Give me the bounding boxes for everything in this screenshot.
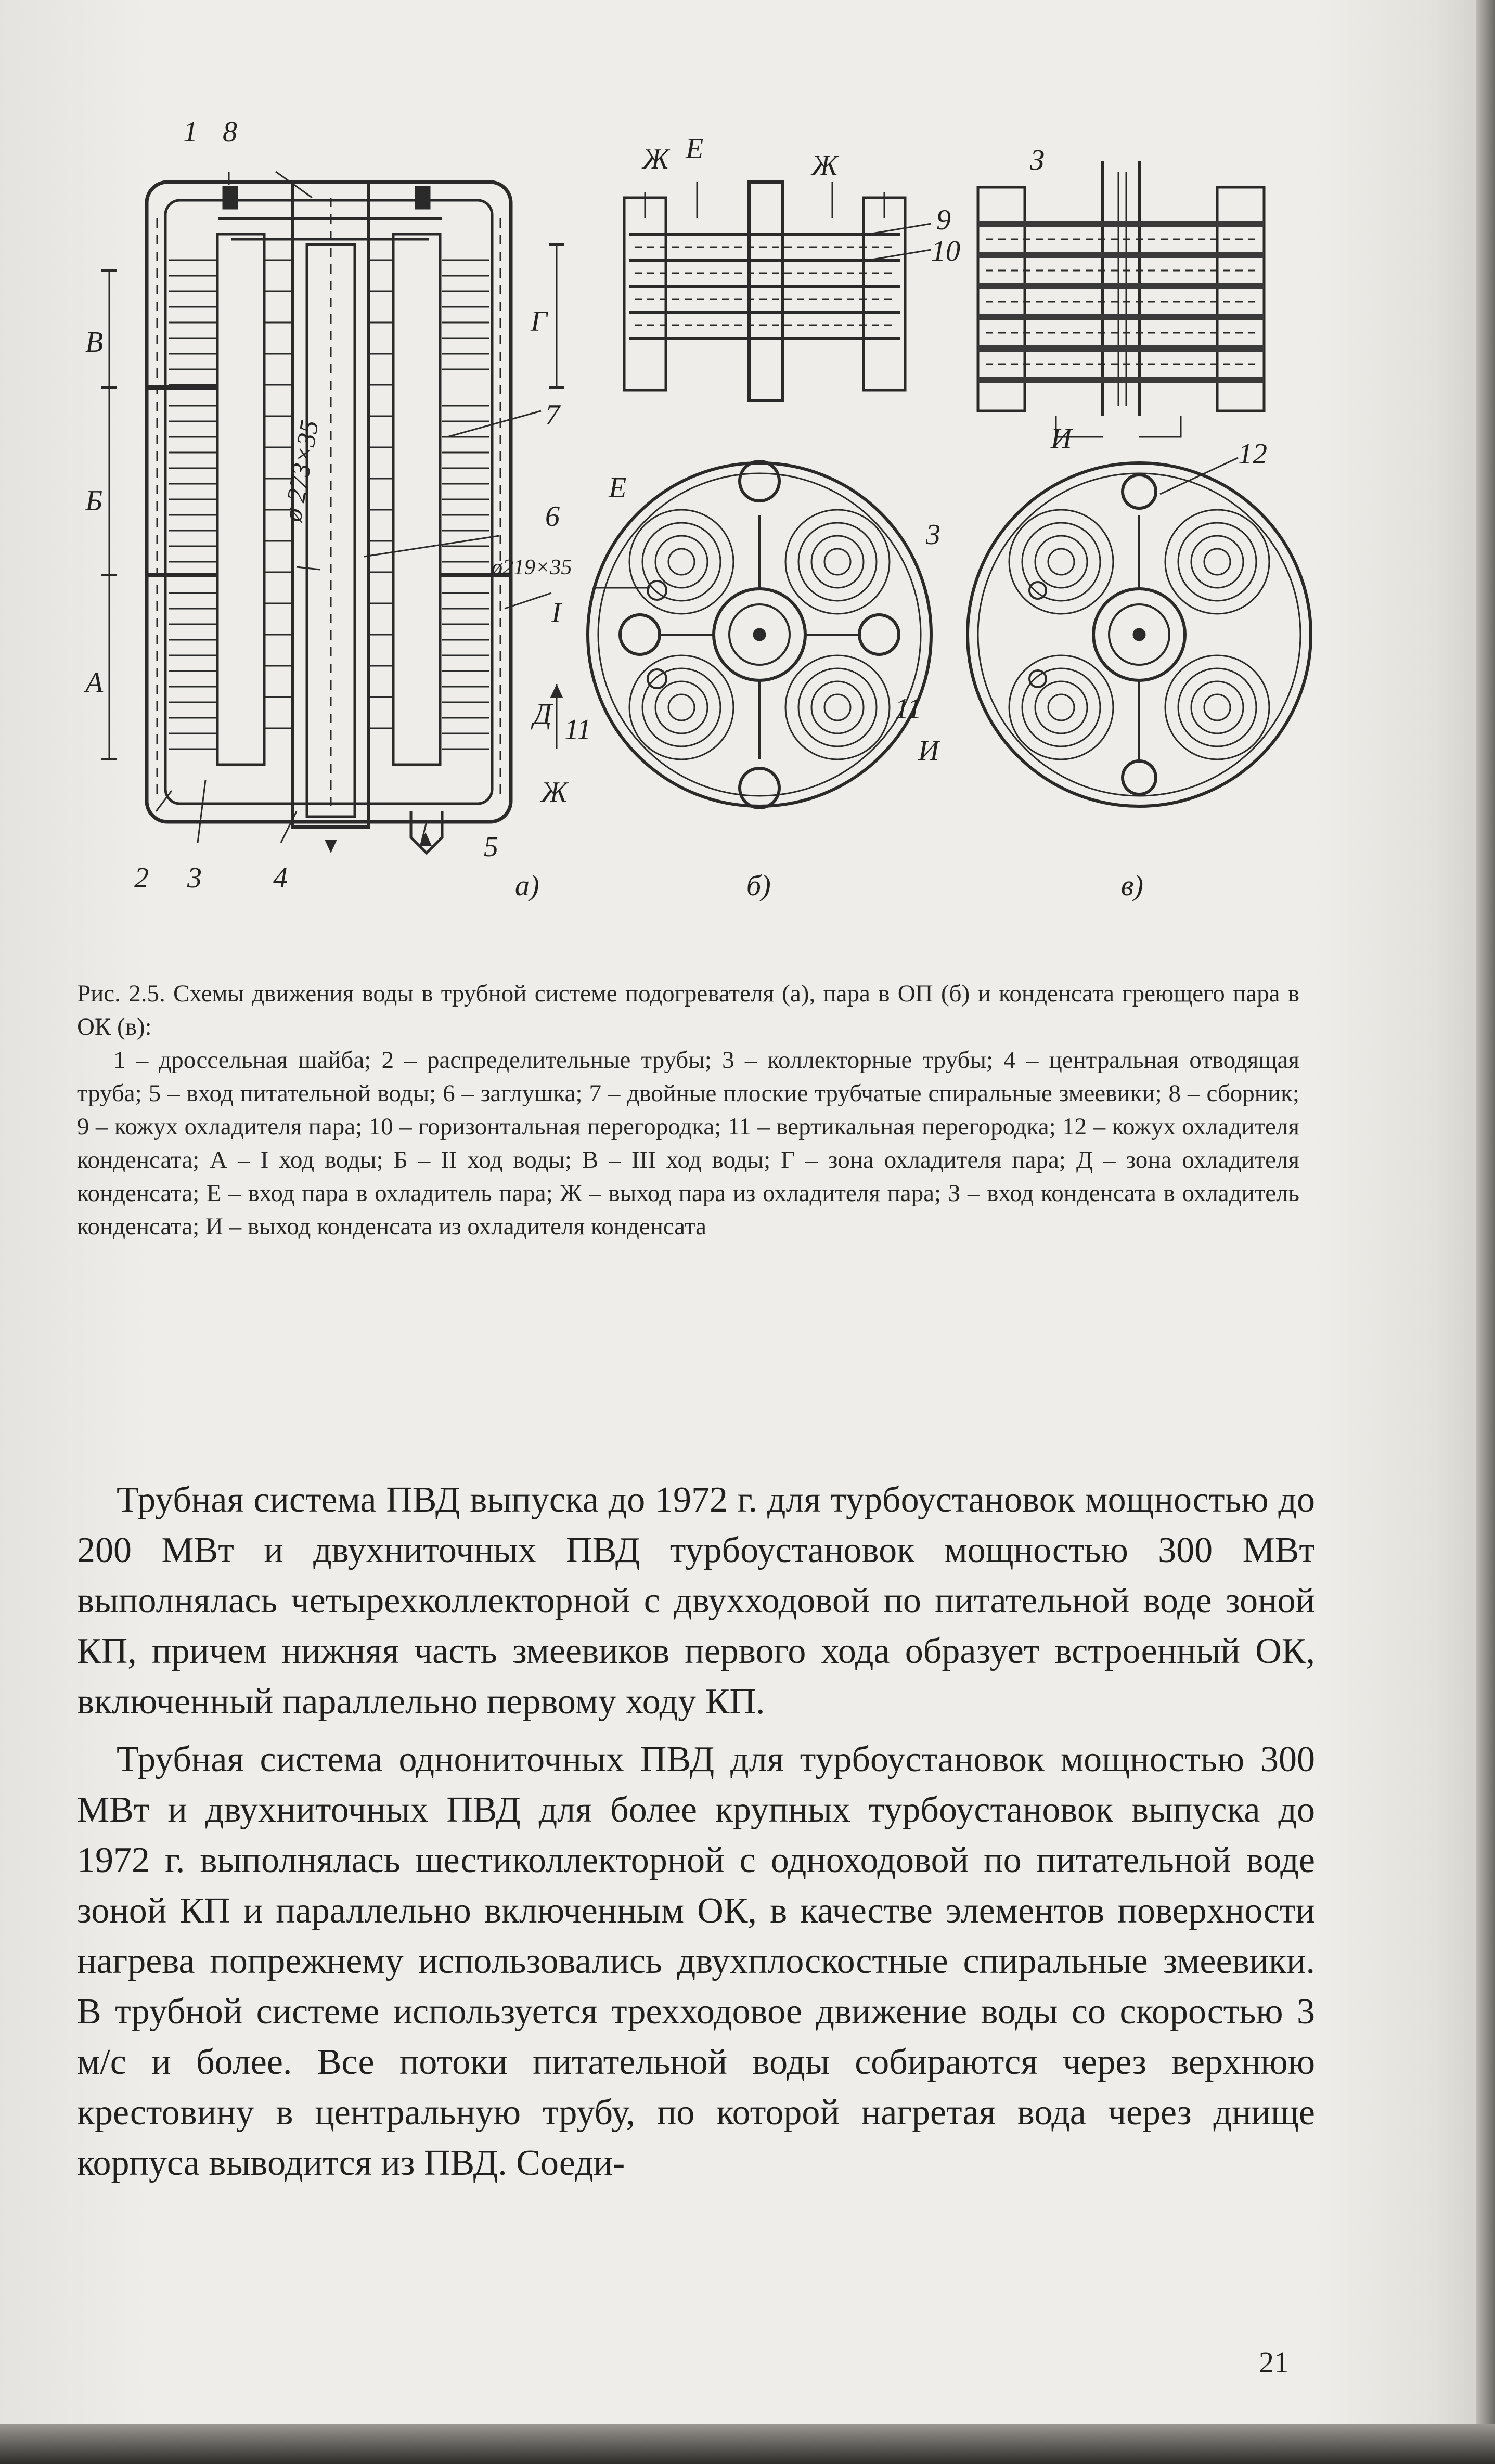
label-9: 9: [936, 204, 951, 236]
label-3-b: 3: [926, 519, 940, 551]
label-zone-v: В: [85, 326, 104, 358]
label-4: 4: [273, 862, 288, 894]
figure-caption: [77, 977, 1299, 1243]
page-edge-right: [1476, 0, 1495, 2464]
label-zone-d: Д: [533, 698, 552, 730]
panel-label-a: а): [515, 870, 539, 902]
caption-legend: 1 – дроссельная шайба; 2 – распределительные трубы; 3 – коллекторные трубы; 4 – центральная отводящая труба; 5 – вход питательной воды; 6 – заглушка; 7 – двойные плоские трубчатые спиральные змеевики; 8 – сборник; 9 – кожух охладителя пара; 10 – горизонтальная перегородка; 11 – вертикальная перегородка; 12 – кожух охладителя конденсата; А – I ход воды; Б – II ход воды; В – III ход воды; Г – зона охладителя пара; Д – зона охладителя конденсата; Е – вход пара в охладитель пара; Ж – выход пара из охладителя пара; З – вход конденсата в охладитель конденсата; И – выход конденсата из охладителя конденсата: [77, 1047, 1299, 1240]
label-zone-a: А: [85, 667, 104, 699]
label-z-v: З: [1030, 144, 1045, 176]
label-zh-a: Ж: [541, 776, 568, 808]
label-I: I: [551, 597, 561, 629]
label-e-b1: Е: [686, 133, 704, 165]
label-7: 7: [545, 399, 560, 431]
label-1: 1: [183, 116, 198, 148]
label-2: 2: [134, 862, 149, 894]
label-8: 8: [223, 116, 237, 148]
panel-b-top-drawing: [624, 182, 931, 401]
label-11-a: 11: [564, 714, 591, 746]
label-6: 6: [545, 500, 560, 533]
page-edge-bottom: [0, 2424, 1495, 2464]
caption-title: Рис. 2.5. Схемы движения воды в трубной системе подогревателя (а), пара в ОП (б) и конденсата греющего пара в ОК (в):: [77, 980, 1299, 1040]
paragraph-1: Трубная система ПВД выпуска до 1972 г. для турбоустановок мощностью до 200 МВт и двухниточных ПВД турбоустановок мощностью 300 МВт выполнялась четырехколлекторной с двухходовой по питательной воде зоной КП, причем нижняя часть змеевиков первого хода образует встроенный ОК, включенный параллельно первому ходу КП.: [77, 1480, 1315, 1722]
panel-label-v: в): [1121, 870, 1143, 902]
panel-label-b: б): [746, 870, 771, 902]
panel-v-top-drawing: [978, 161, 1264, 437]
page-number: 21: [1259, 2345, 1289, 2379]
paragraph-2: Трубная система однониточных ПВД для турбоустановок мощностью 300 МВт и двухниточных ПВД для более крупных турбоустановок выпуска до 1972 г. выполнялась шестиколлекторной с одноходовой по питательной воде зоной КП и параллельно включенным ОК, в качестве элементов поверхности нагрева попрежнему использовались двухплоскостные спиральные змеевики. В трубной системе используется трехходовое движение воды со скоростью 3 м/с и более. Все потоки питательной воды собираются через верхнюю крестовину в центральную трубу, по которой нагретая вода через днище корпуса выводится из ПВД. Соеди-: [77, 1739, 1315, 2183]
label-zone-g: Г: [531, 305, 547, 338]
panel-b-circle-drawing: [588, 461, 931, 808]
label-diameter-219: ø219×35: [492, 556, 572, 579]
label-diameter-273: ø 273×35: [277, 418, 324, 524]
label-5: 5: [484, 831, 498, 863]
label-12: 12: [1238, 438, 1267, 470]
label-10: 10: [931, 235, 960, 267]
label-zone-b: Б: [85, 485, 103, 517]
label-i-b: И: [918, 734, 939, 767]
body-text: [77, 1475, 1315, 2196]
label-e-b2: Е: [609, 472, 627, 504]
label-3: 3: [187, 862, 202, 894]
label-zh-b2: Ж: [811, 149, 839, 182]
label-zh-b1: Ж: [642, 143, 669, 175]
panel-a-drawing: [101, 172, 564, 853]
label-11-b: 11: [895, 693, 922, 725]
panel-v-circle-drawing: [968, 458, 1311, 806]
label-i-v: И: [1051, 422, 1072, 455]
